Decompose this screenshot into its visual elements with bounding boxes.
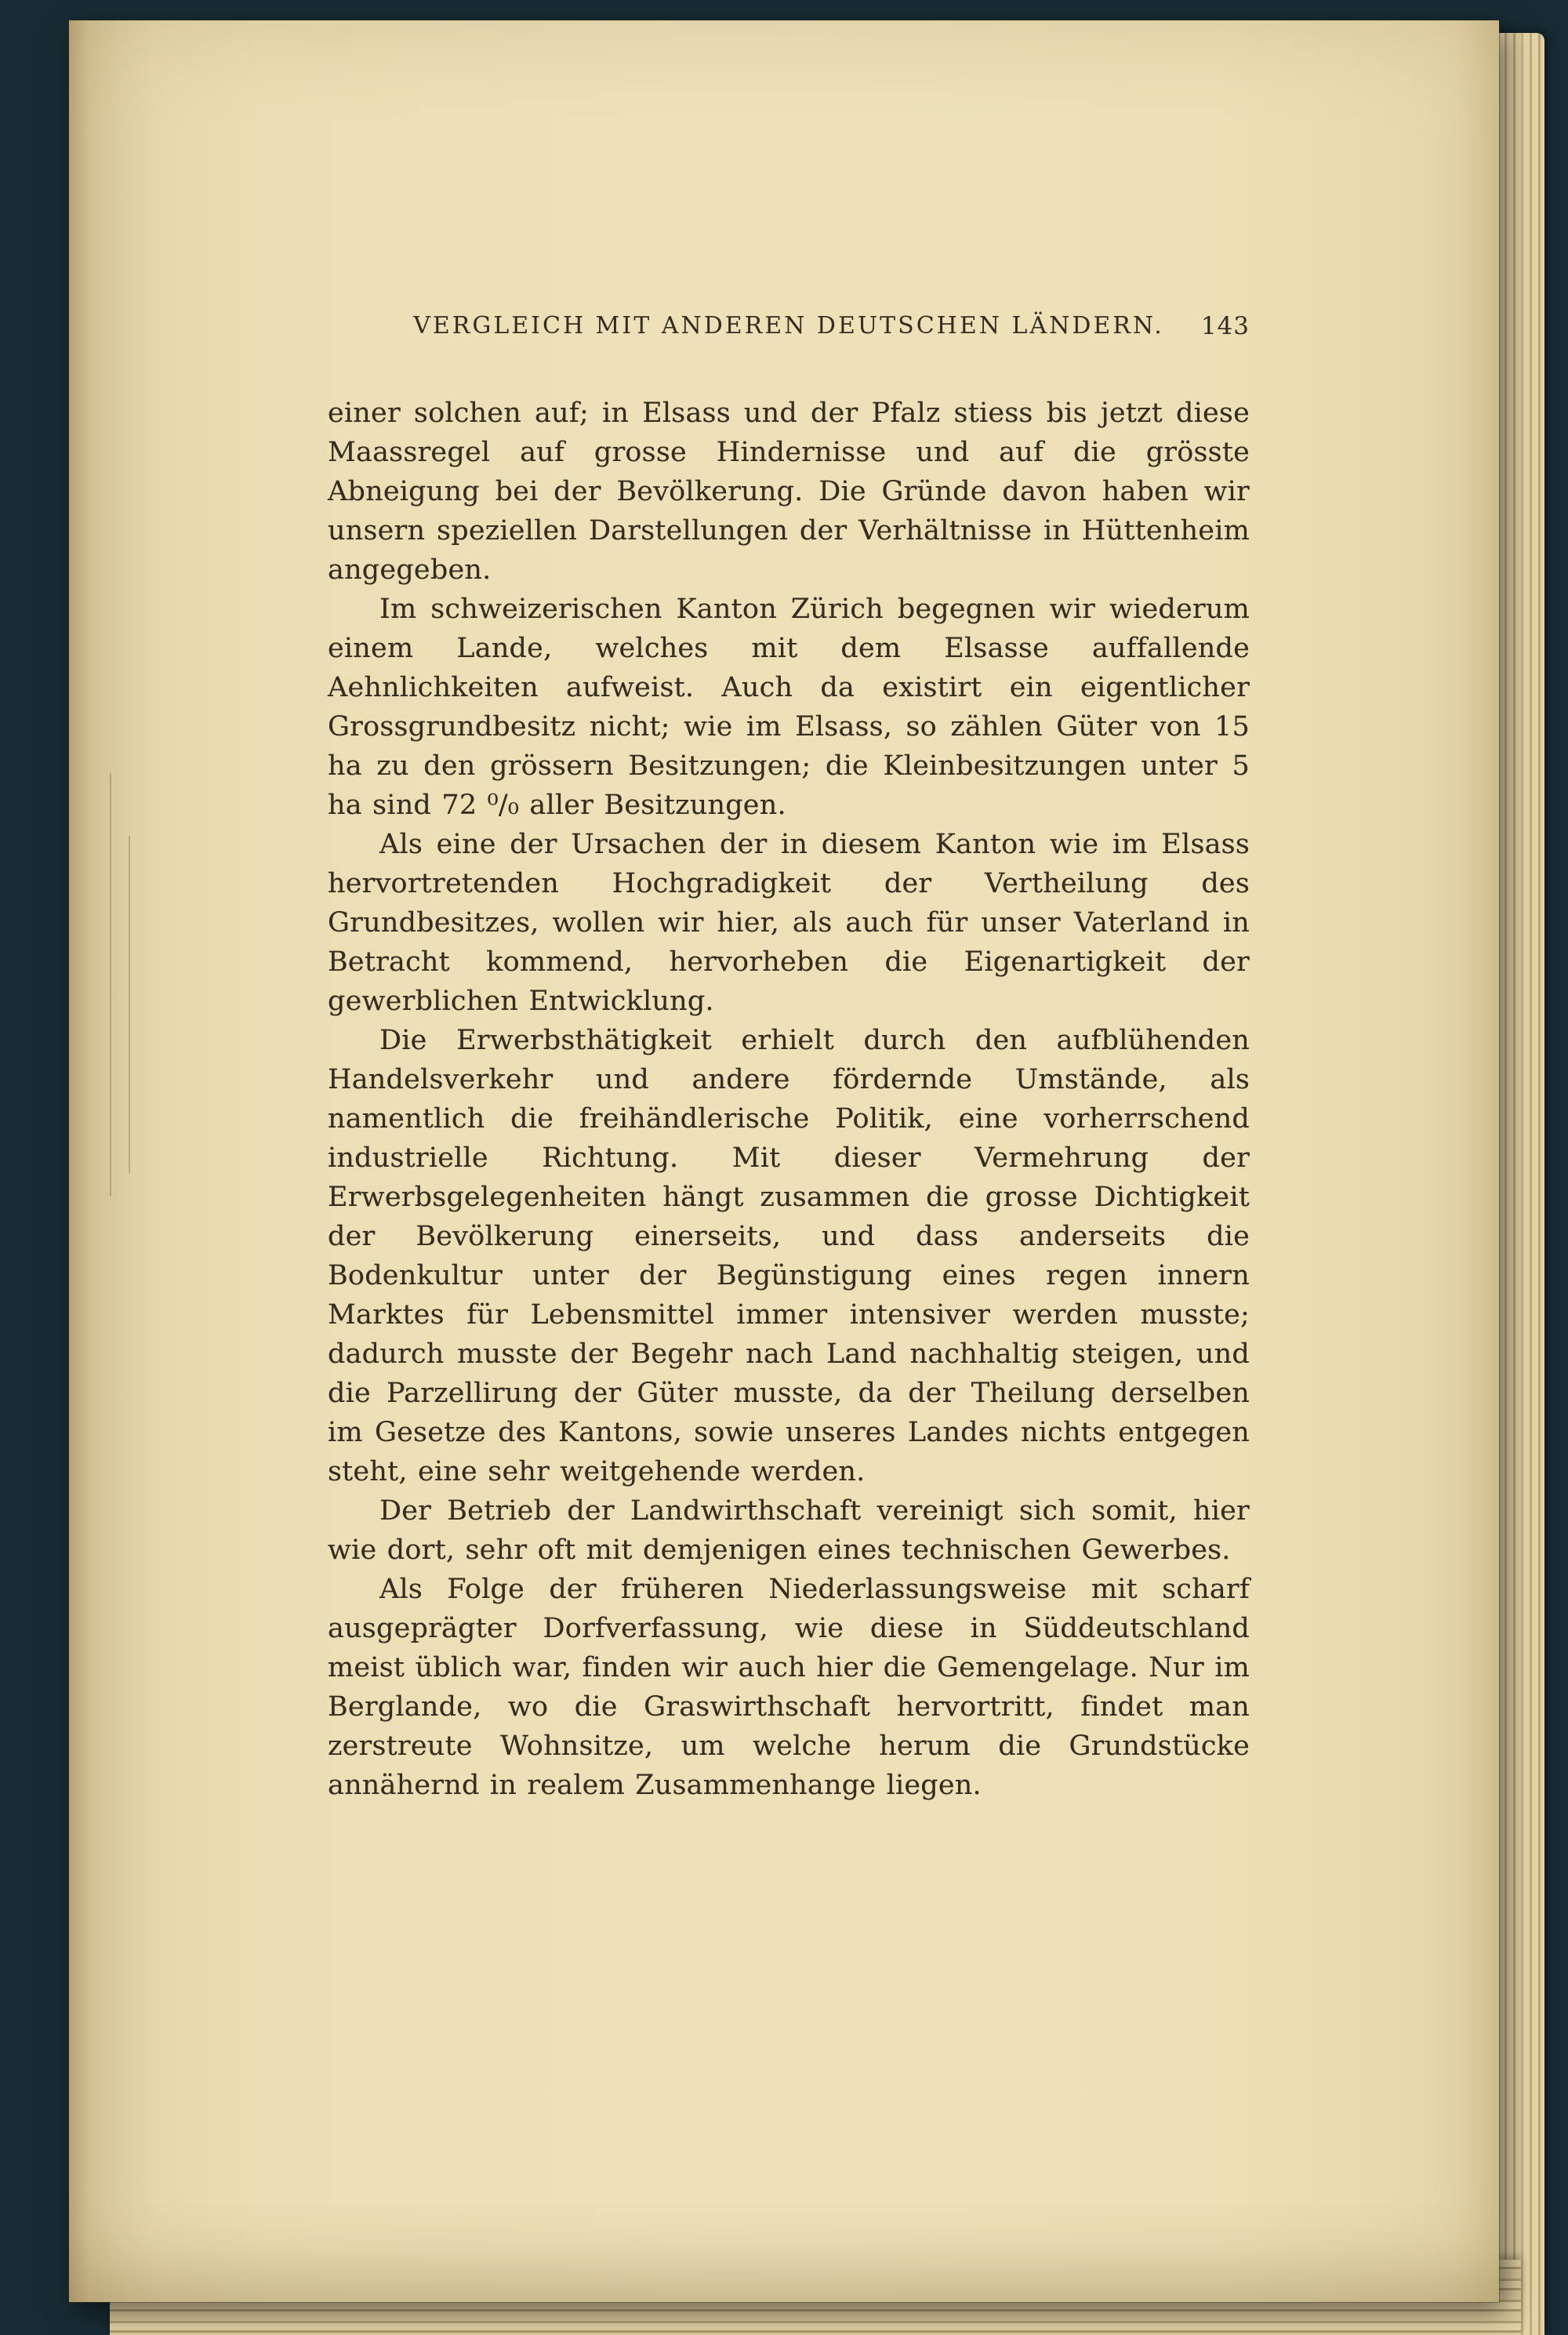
paragraph: Der Betrieb der Landwirthschaft vereinigt sich somit, hier wie dort, sehr oft mit demjenigen eines technischen Gewerbes. bbox=[328, 1495, 1250, 1566]
body-text bbox=[328, 394, 1250, 1805]
page-number: 143 bbox=[1200, 312, 1250, 340]
paragraph: Als Folge der früheren Niederlassungsweise mit scharf ausgeprägter Dorfverfassung, wie diese in Süddeutschland meist üblich war, finden wir auch hier die Gemengelage. Nur im Berglande, wo die Graswirthschaft hervortritt, findet man zerstreute Wohnsitze, um welche herum die Grundstücke annähernd in realem Zusammenhange liegen. bbox=[328, 1574, 1250, 1801]
type-area bbox=[328, 20, 1250, 1805]
book-page bbox=[69, 20, 1499, 2302]
gutter-crease bbox=[129, 836, 130, 1173]
paragraph: einer solchen auf; in Elsass und der Pfalz stiess bis jetzt diese Maassregel auf grosse Hindernisse und auf die grösste Abneigung bei der Bevölkerung. Die Gründe davon haben wir unsern speziellen Darstellungen der Verhältnisse in Hüttenheim angegeben. bbox=[328, 398, 1250, 586]
gutter-crease bbox=[110, 773, 111, 1197]
paragraph: Die Erwerbsthätigkeit erhielt durch den aufblühenden Handelsverkehr und andere fördernde Umstände, als namentlich die freihändlerische Politik, eine vorherrschend industrielle Richtung. Mit dieser Vermehrung der Erwerbsgelegenheiten hängt zusammen die grosse Dichtigkeit der Bevölkerung einerseits, und dass anderseits die Bodenkultur unter der Begünstigung eines regen innern Marktes für Lebensmittel immer intensiver werden musste; dadurch musste der Begehr nach Land nachhaltig steigen, und die Parzellirung der Güter musste, da der Theilung derselben im Gesetze des Kantons, sowie unseres Landes nichts entgegen steht, eine sehr weitgehende werden. bbox=[328, 1025, 1250, 1487]
running-title: VERGLEICH MIT ANDEREN DEUTSCHEN LÄNDERN. bbox=[413, 312, 1164, 340]
paragraph: Als eine der Ursachen der in diesem Kanton wie im Elsass hervortretenden Hochgradigkeit der Vertheilung des Grundbesitzes, wollen wir hier, als auch für unser Vaterland in Betracht kommend, hervorheben die Eigenartigkeit der gewerblichen Entwicklung. bbox=[328, 829, 1250, 1017]
paragraph: Im schweizerischen Kanton Zürich begegnen wir wiederum einem Lande, welches mit dem Elsasse auffallende Aehnlichkeiten aufweist. Auch da existirt ein eigentlicher Grossgrundbesitz nicht; wie im Elsass, so zählen Güter von 15 ha zu den grössern Besitzungen; die Kleinbesitzungen unter 5 ha sind 72 ⁰/₀ aller Besitzungen. bbox=[328, 594, 1250, 821]
page-header bbox=[328, 312, 1250, 347]
